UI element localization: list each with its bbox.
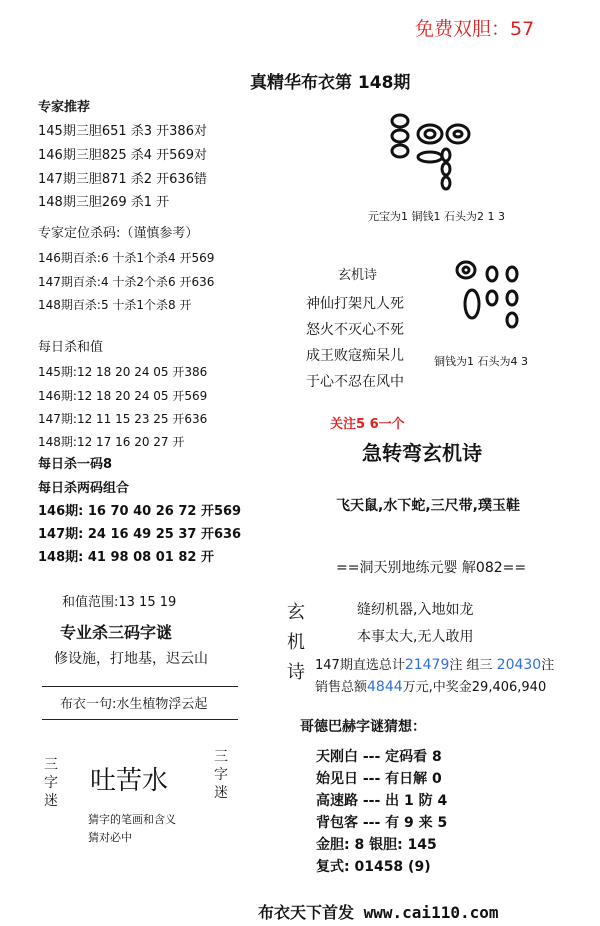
- xuanji2-line: 缝纫机器,入地如龙: [357, 602, 474, 618]
- sharp-turn-line: 飞天鼠,水下蛇,三尺带,璞玉鞋: [336, 498, 520, 514]
- goedel-row: 高速路 --- 出 1 防 4: [316, 793, 448, 809]
- sales-label: 销售总额: [315, 680, 368, 695]
- buyi-line: 布衣一句:水生植物浮云起: [60, 697, 208, 712]
- goedel-heading: 哥德巴赫字谜猜想：: [300, 719, 426, 735]
- coin-note-2: 铜钱为1 石头为4 3: [434, 355, 528, 368]
- sales-value: 4844: [367, 679, 403, 695]
- divider: [42, 719, 238, 720]
- expert-row: 145期三胆651 杀3 开386对: [38, 124, 207, 139]
- goedel-row: 复式: 01458 (9): [316, 859, 431, 875]
- sales-line-1: [315, 654, 554, 673]
- expert-row: 148期三胆269 杀1 开: [38, 195, 170, 210]
- sales-value: 20430: [496, 657, 542, 673]
- goedel-row: 背包客 --- 有 9 来 5: [316, 815, 448, 831]
- xuanji-line: 神仙打架凡人死: [306, 296, 404, 312]
- xuanji2-line: 本事太大,无人敢用: [357, 629, 474, 645]
- xuanji2-label: 玄机诗: [287, 602, 305, 683]
- xuanji-line: 怒火不灭心不死: [306, 322, 404, 338]
- daily-two-row: 147期: 24 16 49 25 37 开636: [38, 527, 242, 542]
- riddle-hint: 猜对必中: [88, 831, 132, 844]
- sum-range: 和值范围:13 15 19: [62, 595, 177, 610]
- daily-sum-heading: 每日杀和值: [38, 340, 104, 355]
- daily-two-heading: 每日杀两码组合: [38, 481, 130, 496]
- xuanji-heading: 玄机诗: [338, 268, 378, 283]
- daily-sum-row: 146期:12 18 20 24 05 开569: [38, 389, 208, 403]
- position-kill-row: 147期百杀:4 十杀2个杀6 开636: [38, 275, 215, 289]
- page-title: 真精华布衣第 148期: [250, 73, 411, 93]
- riddle-right-label: 三字迷: [214, 749, 228, 801]
- sales-line-2: [315, 676, 546, 695]
- free-double-banner: 免费双胆：57: [415, 18, 535, 40]
- riddle-word: 吐苦水: [90, 766, 169, 796]
- divider: [42, 686, 238, 687]
- sales-label: 注 组三: [449, 658, 493, 673]
- position-kill-row: 146期百杀:6 十杀1个杀4 开569: [38, 251, 215, 265]
- goedel-row: 天刚白 --- 定码看 8: [316, 749, 442, 765]
- xuanji-line: 成王败寇痴呆儿: [306, 348, 404, 364]
- coin-stone-sketch-2: [450, 258, 530, 338]
- daily-kill-one: 每日杀一码8: [38, 457, 113, 472]
- expert-row: 146期三胆825 杀4 开569对: [38, 148, 207, 163]
- daily-sum-row: 145期:12 18 20 24 05 开386: [38, 365, 208, 379]
- riddle-hint: 猜字的笔画和含义: [88, 813, 176, 826]
- coin-note-1: 元宝为1 铜钱1 石头为2 1 3: [368, 210, 505, 223]
- daily-sum-row: 148期:12 17 16 20 27 开: [38, 435, 185, 449]
- daily-sum-row: 147期:12 11 15 23 25 开636: [38, 412, 208, 426]
- daily-two-row: 148期: 41 98 08 01 82 开: [38, 550, 214, 565]
- pro-kill-heading: 专业杀三码字谜: [60, 623, 173, 642]
- sales-label: 147期直选总计: [315, 658, 405, 673]
- sales-value: 21479: [404, 657, 450, 673]
- footer-source: 布衣天下首发 www.cai110.com: [258, 903, 499, 922]
- coin-stone-sketch-1: [390, 112, 490, 192]
- xuanji-line: 于心不忍在风中: [306, 374, 404, 390]
- sharp-turn-title: 急转弯玄机诗: [362, 441, 482, 465]
- sales-label: 万元,中奖金29,406,940: [402, 680, 547, 695]
- position-kill-row: 148期百杀:5 十杀1个杀8 开: [38, 298, 192, 312]
- goedel-row: 金胆: 8 银胆: 145: [316, 837, 437, 853]
- pro-kill-line: 修设施，打地基，迟云山: [54, 651, 208, 667]
- sales-label: 注: [541, 658, 555, 673]
- focus-note: 关注5 6一个: [330, 417, 405, 432]
- position-kill-heading: 专家定位杀码:（谨慎参考）: [38, 226, 199, 241]
- riddle-left-label: 三字迷: [44, 757, 58, 809]
- cave-line: ==洞天别地练元婴 解082==: [336, 560, 527, 576]
- expert-row: 147期三胆871 杀2 开636错: [38, 172, 207, 187]
- expert-heading: 专家推荐: [38, 100, 91, 115]
- daily-two-row: 146期: 16 70 40 26 72 开569: [38, 504, 242, 519]
- goedel-row: 始见日 --- 有日解 0: [316, 771, 442, 787]
